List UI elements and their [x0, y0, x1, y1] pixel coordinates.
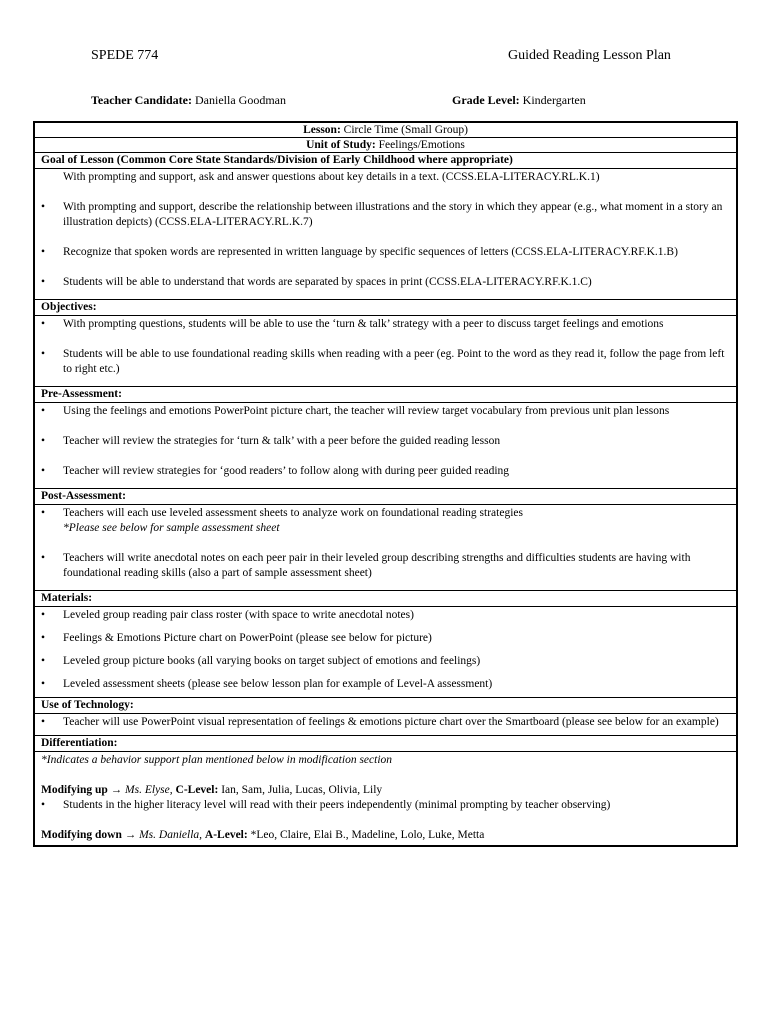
bullet-icon: • — [41, 632, 46, 644]
list-item: • Teacher will review strategies for ‘good readers’ to follow along with during peer guided reading — [41, 465, 510, 477]
materials-heading: Materials: — [35, 591, 736, 607]
list-item: • With prompting questions, students will be able to use the ‘turn & talk’ strategy with a peer to discuss target feelings and emotions — [41, 318, 664, 330]
bullet-icon: • — [41, 799, 46, 811]
list-item: • Leveled assessment sheets (please see below lesson plan for example of Level-A assessment) — [41, 678, 493, 690]
unit-label: Unit of Study: — [306, 139, 376, 151]
modifying-up-line — [41, 783, 732, 798]
grade-label: Grade Level: — [452, 93, 520, 107]
assessment-sheet-note: *Please see below for sample assessment sheet — [63, 522, 280, 534]
bullet-icon: • — [41, 552, 46, 564]
document-title: Guided Reading Lesson Plan — [508, 48, 671, 63]
bullet-icon: • — [41, 678, 46, 690]
bullet-icon: • — [41, 246, 46, 258]
differentiation-heading: Differentiation: — [35, 736, 736, 752]
bullet-icon: • — [41, 276, 46, 288]
list-item: • Leveled group reading pair class roster (with space to write anecdotal notes) — [41, 609, 414, 621]
list-item: • Leveled group picture books (all varying books on target subject of emotions and feelings) — [41, 655, 481, 667]
materials-section — [35, 607, 736, 698]
bullet-icon: • — [41, 716, 46, 728]
differentiation-section — [35, 752, 736, 845]
modifying-down-level: A-Level: — [204, 829, 248, 841]
modifying-down-students: *Leo, Claire, Elai B., Madeline, Lolo, Luke, Metta — [250, 829, 485, 841]
bullet-icon: • — [41, 507, 46, 519]
technology-heading: Use of Technology: — [35, 698, 736, 714]
arrow-icon: → — [124, 829, 137, 841]
lesson-value: Circle Time (Small Group) — [343, 124, 468, 136]
modifying-down-line — [41, 828, 732, 843]
modifying-up-level: C-Level: — [175, 784, 219, 796]
teacher-name: Daniella Goodman — [195, 93, 286, 107]
post-assessment-section — [35, 505, 736, 591]
modifying-up-teacher: Ms. Elyse, — [125, 784, 173, 796]
list-item: • Feelings & Emotions Picture chart on PowerPoint (please see below for picture) — [41, 632, 432, 644]
list-item: • Teachers will each use leveled assessment sheets to analyze work on foundational reading strategies — [41, 507, 523, 519]
list-item: • Recognize that spoken words are represented in written language by specific sequences of letters (CCSS.ELA-LITERACY.RF.K.1.B) — [41, 246, 678, 258]
behavior-plan-note: *Indicates a behavior support plan mentioned below in modification section — [41, 754, 393, 766]
lesson-label: Lesson: — [303, 124, 341, 136]
bullet-icon: • — [41, 201, 46, 213]
list-item: • Students will be able to use foundational reading skills when reading with a peer (eg. Point to the word as they read it, follow the page from left to right etc.) — [41, 348, 725, 375]
course-code: SPEDE 774 — [91, 48, 159, 63]
post-assessment-heading: Post-Assessment: — [35, 489, 736, 505]
list-item: • Teachers will write anecdotal notes on each peer pair in their leveled group describing strengths and difficulties students are having with foundational reading skills (also a part of sample assessment sheet) — [41, 552, 691, 579]
goal-section — [35, 169, 736, 300]
modifying-down-teacher: Ms. Daniella, — [139, 829, 203, 841]
pre-assessment-heading: Pre-Assessment: — [35, 387, 736, 403]
bullet-icon: • — [41, 318, 46, 330]
bullet-icon: • — [41, 655, 46, 667]
objectives-heading: Objectives: — [35, 300, 736, 316]
unit-value: Feelings/Emotions — [378, 139, 465, 151]
lesson-row — [35, 123, 736, 138]
modifying-up-label: Modifying up — [41, 784, 108, 796]
pre-assessment-section — [35, 403, 736, 489]
modifying-down-label: Modifying down — [41, 829, 122, 841]
teacher-candidate-line — [91, 93, 286, 107]
bullet-icon: • — [41, 435, 46, 447]
arrow-icon: → — [110, 784, 123, 796]
objectives-section — [35, 316, 736, 387]
grade-value: Kindergarten — [522, 93, 586, 107]
teacher-label: Teacher Candidate: — [91, 93, 193, 107]
list-item: • Using the feelings and emotions PowerPoint picture chart, the teacher will review target vocabulary from previous unit plan lessons — [41, 405, 670, 417]
list-item: • With prompting and support, describe the relationship between illustrations and the story in which they appear (e.g., what moment in a story an illustration depicts) (CCSS.ELA-LITERACY.RL.K.7) — [41, 201, 723, 228]
list-item: • Students will be able to understand that words are separated by spaces in print (CCSS.ELA-LITERACY.RF.K.1.C) — [41, 276, 592, 288]
grade-level-line — [452, 93, 586, 107]
list-item: • Teacher will review the strategies for ‘turn & talk’ with a peer before the guided reading lesson — [41, 435, 501, 447]
bullet-icon: • — [41, 465, 46, 477]
list-item: • Students in the higher literacy level will read with their peers independently (minimal prompting by teacher observing) — [41, 799, 611, 811]
goal-heading: Goal of Lesson (Common Core State Standards/Division of Early Childhood where appropriate) — [35, 153, 736, 169]
bullet-icon: • — [41, 609, 46, 621]
lesson-plan-table — [33, 121, 738, 847]
modifying-up-students: Ian, Sam, Julia, Lucas, Olivia, Lily — [221, 784, 383, 796]
list-item: With prompting and support, ask and answer questions about key details in a text. (CCSS.ELA-LITERACY.RL.K.1) — [63, 171, 600, 183]
unit-row — [35, 138, 736, 153]
list-item: • Teacher will use PowerPoint visual representation of feelings & emotions picture chart over the Smartboard (please see below for an example) — [41, 716, 719, 728]
bullet-icon: • — [41, 348, 46, 360]
bullet-icon: • — [41, 405, 46, 417]
technology-section — [35, 714, 736, 736]
